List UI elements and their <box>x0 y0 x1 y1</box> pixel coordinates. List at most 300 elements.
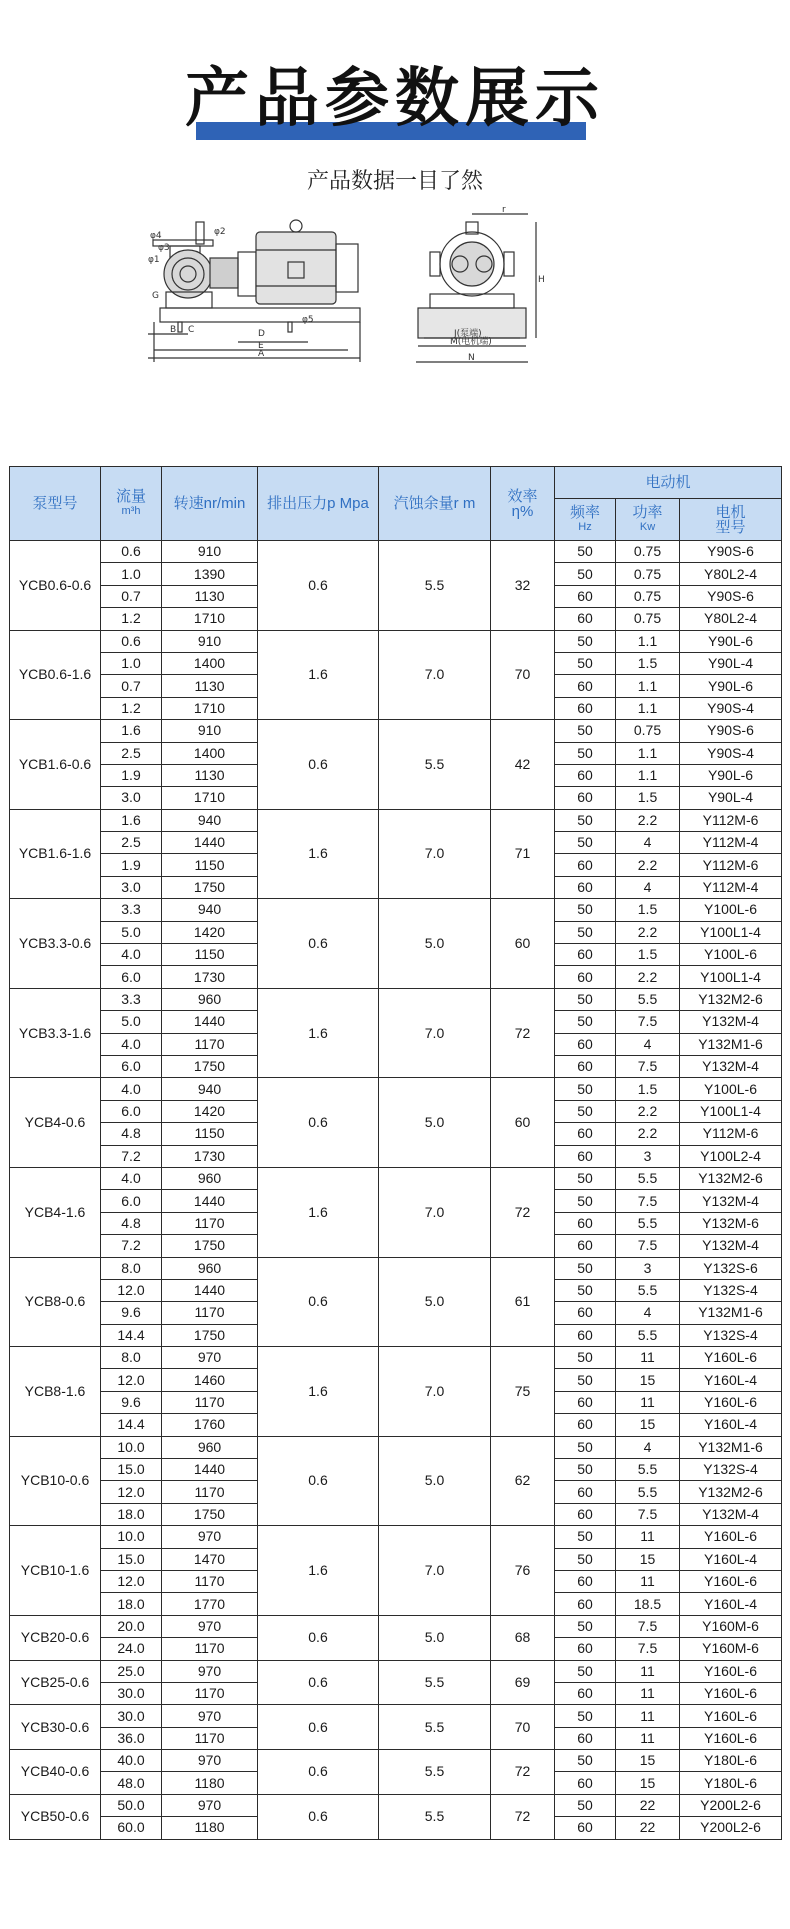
parameter-table <box>9 466 782 1840</box>
cell-speed: 1750 <box>162 876 258 898</box>
cell-pressure: 0.6 <box>258 1750 379 1795</box>
cell-flow: 40.0 <box>101 1750 162 1772</box>
cell-freq: 60 <box>555 854 616 876</box>
cell-power: 22 <box>616 1817 680 1839</box>
cell-motor-model: Y180L-6 <box>680 1750 782 1772</box>
label-phi1: φ1 <box>148 255 160 265</box>
cell-npsh: 5.5 <box>379 1705 491 1750</box>
cell-npsh: 5.5 <box>379 720 491 810</box>
cell-freq: 60 <box>555 1145 616 1167</box>
cell-flow: 14.4 <box>101 1414 162 1436</box>
cell-model: YCB1.6-0.6 <box>10 720 101 810</box>
cell-flow: 0.6 <box>101 541 162 563</box>
cell-efficiency: 69 <box>491 1660 555 1705</box>
cell-power: 1.1 <box>616 675 680 697</box>
cell-motor-model: Y100L-6 <box>680 944 782 966</box>
cell-flow: 8.0 <box>101 1347 162 1369</box>
cell-freq: 60 <box>555 1123 616 1145</box>
cell-flow: 2.5 <box>101 832 162 854</box>
cell-flow: 10.0 <box>101 1436 162 1458</box>
cell-speed: 1170 <box>162 1302 258 1324</box>
cell-flow: 1.2 <box>101 608 162 630</box>
cell-freq: 50 <box>555 563 616 585</box>
cell-power: 15 <box>616 1750 680 1772</box>
cell-power: 3 <box>616 1257 680 1279</box>
cell-power: 0.75 <box>616 563 680 585</box>
header-npsh: 汽蚀余量r m <box>379 467 491 541</box>
cell-npsh: 7.0 <box>379 809 491 899</box>
cell-efficiency: 70 <box>491 630 555 720</box>
cell-model: YCB20-0.6 <box>10 1615 101 1660</box>
cell-flow: 6.0 <box>101 1190 162 1212</box>
cell-power: 1.1 <box>616 630 680 652</box>
header-freq-label: 频率 <box>569 503 600 521</box>
cell-speed: 970 <box>162 1794 258 1816</box>
cell-speed: 1180 <box>162 1817 258 1839</box>
cell-power: 11 <box>616 1391 680 1413</box>
cell-flow: 12.0 <box>101 1279 162 1301</box>
table-header <box>10 467 782 541</box>
cell-speed: 1440 <box>162 1459 258 1481</box>
cell-motor-model: Y132M2-6 <box>680 988 782 1010</box>
header-efficiency-unit: η% <box>511 502 534 520</box>
cell-model: YCB1.6-1.6 <box>10 809 101 899</box>
cell-npsh: 5.0 <box>379 899 491 989</box>
cell-pressure: 0.6 <box>258 1660 379 1705</box>
cell-motor-model: Y132S-4 <box>680 1279 782 1301</box>
cell-speed: 1750 <box>162 1055 258 1077</box>
cell-power: 15 <box>616 1772 680 1794</box>
cell-speed: 1440 <box>162 1190 258 1212</box>
cell-motor-model: Y112M-6 <box>680 809 782 831</box>
cell-freq: 60 <box>555 1055 616 1077</box>
header-power <box>616 499 680 541</box>
cell-freq: 60 <box>555 1817 616 1839</box>
cell-motor-model: Y100L-6 <box>680 899 782 921</box>
cell-freq: 60 <box>555 1481 616 1503</box>
cell-motor-model: Y90S-4 <box>680 742 782 764</box>
cell-flow: 1.6 <box>101 809 162 831</box>
pump-dimension-drawing <box>148 205 618 444</box>
cell-freq: 50 <box>555 1279 616 1301</box>
cell-speed: 1130 <box>162 585 258 607</box>
cell-motor-model: Y132M-6 <box>680 1212 782 1234</box>
header-freq <box>555 499 616 541</box>
cell-motor-model: Y90S-6 <box>680 585 782 607</box>
cell-speed: 1170 <box>162 1682 258 1704</box>
cell-flow: 50.0 <box>101 1794 162 1816</box>
label-D: D <box>258 329 265 339</box>
cell-motor-model: Y160L-4 <box>680 1414 782 1436</box>
cell-power: 1.1 <box>616 697 680 719</box>
cell-speed: 970 <box>162 1526 258 1548</box>
cell-power: 5.5 <box>616 1324 680 1346</box>
cell-power: 1.5 <box>616 787 680 809</box>
cell-flow: 5.0 <box>101 1011 162 1033</box>
cell-power: 0.75 <box>616 720 680 742</box>
cell-motor-model: Y132M2-6 <box>680 1481 782 1503</box>
cell-flow: 0.7 <box>101 675 162 697</box>
label-r: r <box>502 205 506 215</box>
cell-efficiency: 72 <box>491 1794 555 1839</box>
label-C: C <box>188 325 195 335</box>
cell-model: YCB4-0.6 <box>10 1078 101 1168</box>
table-row <box>10 1705 782 1727</box>
cell-power: 18.5 <box>616 1593 680 1615</box>
cell-speed: 1170 <box>162 1391 258 1413</box>
cell-motor-model: Y160L-6 <box>680 1570 782 1592</box>
cell-speed: 940 <box>162 899 258 921</box>
cell-freq: 50 <box>555 899 616 921</box>
cell-speed: 1440 <box>162 832 258 854</box>
cell-speed: 1180 <box>162 1772 258 1794</box>
cell-npsh: 7.0 <box>379 1347 491 1437</box>
cell-flow: 20.0 <box>101 1615 162 1637</box>
header-power-unit: Kw <box>639 520 656 533</box>
cell-motor-model: Y132M-4 <box>680 1235 782 1257</box>
cell-freq: 50 <box>555 1078 616 1100</box>
cell-motor-model: Y80L2-4 <box>680 608 782 630</box>
label-phi4: φ4 <box>150 231 162 241</box>
cell-motor-model: Y100L1-4 <box>680 966 782 988</box>
cell-power: 5.5 <box>616 1212 680 1234</box>
cell-speed: 1770 <box>162 1593 258 1615</box>
cell-npsh: 5.0 <box>379 1257 491 1347</box>
cell-power: 11 <box>616 1660 680 1682</box>
cell-speed: 970 <box>162 1660 258 1682</box>
table-row <box>10 1750 782 1772</box>
cell-motor-model: Y160M-6 <box>680 1638 782 1660</box>
cell-power: 2.2 <box>616 854 680 876</box>
title-section <box>0 60 790 140</box>
cell-efficiency: 32 <box>491 541 555 631</box>
label-phi5: φ5 <box>302 315 314 325</box>
cell-motor-model: Y90S-6 <box>680 541 782 563</box>
cell-flow: 9.6 <box>101 1391 162 1413</box>
cell-freq: 60 <box>555 675 616 697</box>
cell-model: YCB0.6-0.6 <box>10 541 101 631</box>
cell-speed: 960 <box>162 1257 258 1279</box>
cell-speed: 1460 <box>162 1369 258 1391</box>
header-pressure: 排出压力p Mpa <box>258 467 379 541</box>
label-phi3: φ3 <box>158 243 170 253</box>
cell-speed: 1170 <box>162 1638 258 1660</box>
label-M: M(电机端) <box>450 337 492 347</box>
cell-speed: 970 <box>162 1347 258 1369</box>
cell-speed: 1730 <box>162 966 258 988</box>
label-E: E <box>258 341 264 351</box>
cell-freq: 60 <box>555 608 616 630</box>
cell-speed: 1710 <box>162 697 258 719</box>
cell-efficiency: 60 <box>491 1078 555 1168</box>
table-row <box>10 1615 782 1637</box>
cell-motor-model: Y112M-6 <box>680 1123 782 1145</box>
cell-power: 3 <box>616 1145 680 1167</box>
cell-motor-model: Y112M-4 <box>680 876 782 898</box>
cell-flow: 6.0 <box>101 1055 162 1077</box>
cell-freq: 60 <box>555 1593 616 1615</box>
cell-flow: 30.0 <box>101 1682 162 1704</box>
cell-efficiency: 62 <box>491 1436 555 1526</box>
cell-freq: 50 <box>555 541 616 563</box>
cell-flow: 30.0 <box>101 1705 162 1727</box>
label-B: B <box>170 325 177 335</box>
cell-motor-model: Y132M1-6 <box>680 1436 782 1458</box>
cell-flow: 15.0 <box>101 1459 162 1481</box>
cell-power: 2.2 <box>616 1100 680 1122</box>
cell-motor-model: Y132M-4 <box>680 1503 782 1525</box>
cell-power: 15 <box>616 1369 680 1391</box>
cell-motor-model: Y90L-4 <box>680 787 782 809</box>
parameter-table-wrap <box>9 466 781 1840</box>
cell-freq: 50 <box>555 1526 616 1548</box>
cell-motor-model: Y180L-6 <box>680 1772 782 1794</box>
cell-speed: 1420 <box>162 921 258 943</box>
cell-model: YCB8-1.6 <box>10 1347 101 1437</box>
cell-speed: 1710 <box>162 608 258 630</box>
cell-model: YCB3.3-0.6 <box>10 899 101 989</box>
cell-speed: 1440 <box>162 1279 258 1301</box>
cell-motor-model: Y132S-4 <box>680 1459 782 1481</box>
cell-npsh: 7.0 <box>379 1526 491 1616</box>
cell-flow: 14.4 <box>101 1324 162 1346</box>
header-speed: 转速nr/min <box>162 467 258 541</box>
cell-motor-model: Y200L2-6 <box>680 1817 782 1839</box>
cell-freq: 50 <box>555 720 616 742</box>
cell-freq: 50 <box>555 921 616 943</box>
cell-speed: 1170 <box>162 1212 258 1234</box>
cell-model: YCB10-1.6 <box>10 1526 101 1616</box>
cell-motor-model: Y112M-4 <box>680 832 782 854</box>
cell-freq: 60 <box>555 787 616 809</box>
cell-efficiency: 42 <box>491 720 555 810</box>
cell-freq: 60 <box>555 1235 616 1257</box>
table-row <box>10 1078 782 1100</box>
cell-model: YCB8-0.6 <box>10 1257 101 1347</box>
cell-motor-model: Y160L-6 <box>680 1727 782 1749</box>
cell-power: 5.5 <box>616 1459 680 1481</box>
header-motor-model-label: 电机 <box>715 503 746 521</box>
cell-freq: 60 <box>555 1638 616 1660</box>
cell-power: 0.75 <box>616 585 680 607</box>
cell-motor-model: Y160L-6 <box>680 1347 782 1369</box>
cell-flow: 36.0 <box>101 1727 162 1749</box>
header-motor: 电动机 <box>555 467 782 499</box>
cell-flow: 0.6 <box>101 630 162 652</box>
cell-flow: 3.0 <box>101 876 162 898</box>
cell-power: 7.5 <box>616 1235 680 1257</box>
cell-pressure: 0.6 <box>258 1705 379 1750</box>
cell-motor-model: Y132M-4 <box>680 1190 782 1212</box>
cell-motor-model: Y132M-4 <box>680 1011 782 1033</box>
table-row <box>10 1660 782 1682</box>
cell-freq: 50 <box>555 1369 616 1391</box>
cell-freq: 60 <box>555 966 616 988</box>
cell-flow: 1.0 <box>101 563 162 585</box>
cell-freq: 60 <box>555 876 616 898</box>
cell-speed: 1170 <box>162 1033 258 1055</box>
cell-model: YCB3.3-1.6 <box>10 988 101 1078</box>
cell-pressure: 0.6 <box>258 1615 379 1660</box>
cell-freq: 60 <box>555 1033 616 1055</box>
cell-flow: 4.8 <box>101 1212 162 1234</box>
cell-motor-model: Y90S-4 <box>680 697 782 719</box>
cell-power: 11 <box>616 1727 680 1749</box>
cell-flow: 1.9 <box>101 764 162 786</box>
header-power-label: 功率 <box>632 503 663 521</box>
table-body <box>10 541 782 1840</box>
cell-speed: 1390 <box>162 563 258 585</box>
cell-npsh: 5.5 <box>379 1660 491 1705</box>
cell-flow: 12.0 <box>101 1570 162 1592</box>
cell-speed: 910 <box>162 541 258 563</box>
cell-flow: 12.0 <box>101 1481 162 1503</box>
cell-efficiency: 61 <box>491 1257 555 1347</box>
cell-motor-model: Y90L-6 <box>680 630 782 652</box>
cell-efficiency: 72 <box>491 1750 555 1795</box>
label-N: N <box>468 353 475 363</box>
cell-flow: 18.0 <box>101 1503 162 1525</box>
header-model: 泵型号 <box>10 467 101 541</box>
cell-power: 2.2 <box>616 921 680 943</box>
cell-power: 5.5 <box>616 1279 680 1301</box>
cell-freq: 50 <box>555 1705 616 1727</box>
cell-model: YCB30-0.6 <box>10 1705 101 1750</box>
table-row <box>10 1257 782 1279</box>
cell-pressure: 0.6 <box>258 899 379 989</box>
cell-power: 1.1 <box>616 764 680 786</box>
cell-speed: 910 <box>162 720 258 742</box>
cell-power: 0.75 <box>616 608 680 630</box>
cell-power: 1.1 <box>616 742 680 764</box>
cell-motor-model: Y90L-4 <box>680 652 782 674</box>
cell-motor-model: Y132M1-6 <box>680 1033 782 1055</box>
cell-flow: 9.6 <box>101 1302 162 1324</box>
cell-freq: 60 <box>555 944 616 966</box>
cell-freq: 50 <box>555 1750 616 1772</box>
cell-flow: 3.0 <box>101 787 162 809</box>
cell-flow: 5.0 <box>101 921 162 943</box>
cell-power: 7.5 <box>616 1190 680 1212</box>
cell-npsh: 5.0 <box>379 1615 491 1660</box>
cell-speed: 910 <box>162 630 258 652</box>
cell-efficiency: 68 <box>491 1615 555 1660</box>
cell-power: 2.2 <box>616 809 680 831</box>
label-phi2: φ2 <box>214 227 226 237</box>
cell-pressure: 1.6 <box>258 1167 379 1257</box>
cell-flow: 24.0 <box>101 1638 162 1660</box>
cell-power: 4 <box>616 876 680 898</box>
header-flow <box>101 467 162 541</box>
cell-model: YCB50-0.6 <box>10 1794 101 1839</box>
cell-motor-model: Y100L1-4 <box>680 1100 782 1122</box>
cell-flow: 8.0 <box>101 1257 162 1279</box>
cell-pressure: 0.6 <box>258 720 379 810</box>
cell-power: 2.2 <box>616 966 680 988</box>
cell-freq: 60 <box>555 1570 616 1592</box>
cell-power: 5.5 <box>616 1481 680 1503</box>
cell-power: 4 <box>616 1302 680 1324</box>
cell-npsh: 7.0 <box>379 988 491 1078</box>
cell-speed: 1170 <box>162 1481 258 1503</box>
cell-efficiency: 60 <box>491 899 555 989</box>
cell-model: YCB4-1.6 <box>10 1167 101 1257</box>
header-motor-model <box>680 499 782 541</box>
cell-npsh: 5.0 <box>379 1436 491 1526</box>
cell-power: 1.5 <box>616 899 680 921</box>
label-J: J(泵端) <box>454 329 482 339</box>
cell-power: 4 <box>616 1436 680 1458</box>
cell-motor-model: Y160L-6 <box>680 1526 782 1548</box>
cell-motor-model: Y160L-6 <box>680 1391 782 1413</box>
cell-speed: 960 <box>162 1167 258 1189</box>
cell-freq: 50 <box>555 1167 616 1189</box>
cell-speed: 970 <box>162 1615 258 1637</box>
table-row <box>10 630 782 652</box>
cell-speed: 970 <box>162 1705 258 1727</box>
cell-motor-model: Y160L-4 <box>680 1548 782 1570</box>
cell-freq: 60 <box>555 1503 616 1525</box>
cell-power: 22 <box>616 1794 680 1816</box>
cell-speed: 1170 <box>162 1727 258 1749</box>
cell-flow: 2.5 <box>101 742 162 764</box>
cell-freq: 50 <box>555 988 616 1010</box>
cell-motor-model: Y90L-6 <box>680 764 782 786</box>
cell-power: 11 <box>616 1526 680 1548</box>
cell-freq: 50 <box>555 1615 616 1637</box>
cell-flow: 1.9 <box>101 854 162 876</box>
cell-freq: 50 <box>555 1436 616 1458</box>
cell-speed: 1400 <box>162 652 258 674</box>
cell-efficiency: 75 <box>491 1347 555 1437</box>
cell-flow: 7.2 <box>101 1145 162 1167</box>
cell-speed: 960 <box>162 988 258 1010</box>
cell-motor-model: Y132S-6 <box>680 1257 782 1279</box>
cell-flow: 18.0 <box>101 1593 162 1615</box>
cell-power: 2.2 <box>616 1123 680 1145</box>
table-row <box>10 1436 782 1458</box>
cell-motor-model: Y90L-6 <box>680 675 782 697</box>
cell-speed: 1440 <box>162 1011 258 1033</box>
table-row <box>10 1794 782 1816</box>
cell-efficiency: 71 <box>491 809 555 899</box>
cell-speed: 1150 <box>162 1123 258 1145</box>
cell-motor-model: Y160L-6 <box>680 1660 782 1682</box>
cell-freq: 50 <box>555 630 616 652</box>
cell-speed: 1750 <box>162 1503 258 1525</box>
cell-freq: 50 <box>555 1347 616 1369</box>
table-row <box>10 720 782 742</box>
cell-power: 11 <box>616 1570 680 1592</box>
cell-power: 1.5 <box>616 944 680 966</box>
cell-flow: 15.0 <box>101 1548 162 1570</box>
cell-freq: 50 <box>555 809 616 831</box>
cell-motor-model: Y132M2-6 <box>680 1167 782 1189</box>
cell-flow: 6.0 <box>101 966 162 988</box>
cell-freq: 50 <box>555 1011 616 1033</box>
cell-freq: 50 <box>555 1794 616 1816</box>
cell-power: 1.5 <box>616 652 680 674</box>
header-efficiency-label: 效率 <box>507 487 538 505</box>
cell-pressure: 1.6 <box>258 809 379 899</box>
cell-speed: 970 <box>162 1750 258 1772</box>
cell-flow: 1.2 <box>101 697 162 719</box>
cell-freq: 60 <box>555 1302 616 1324</box>
cell-pressure: 1.6 <box>258 988 379 1078</box>
cell-power: 15 <box>616 1414 680 1436</box>
cell-speed: 1130 <box>162 675 258 697</box>
table-row <box>10 809 782 831</box>
